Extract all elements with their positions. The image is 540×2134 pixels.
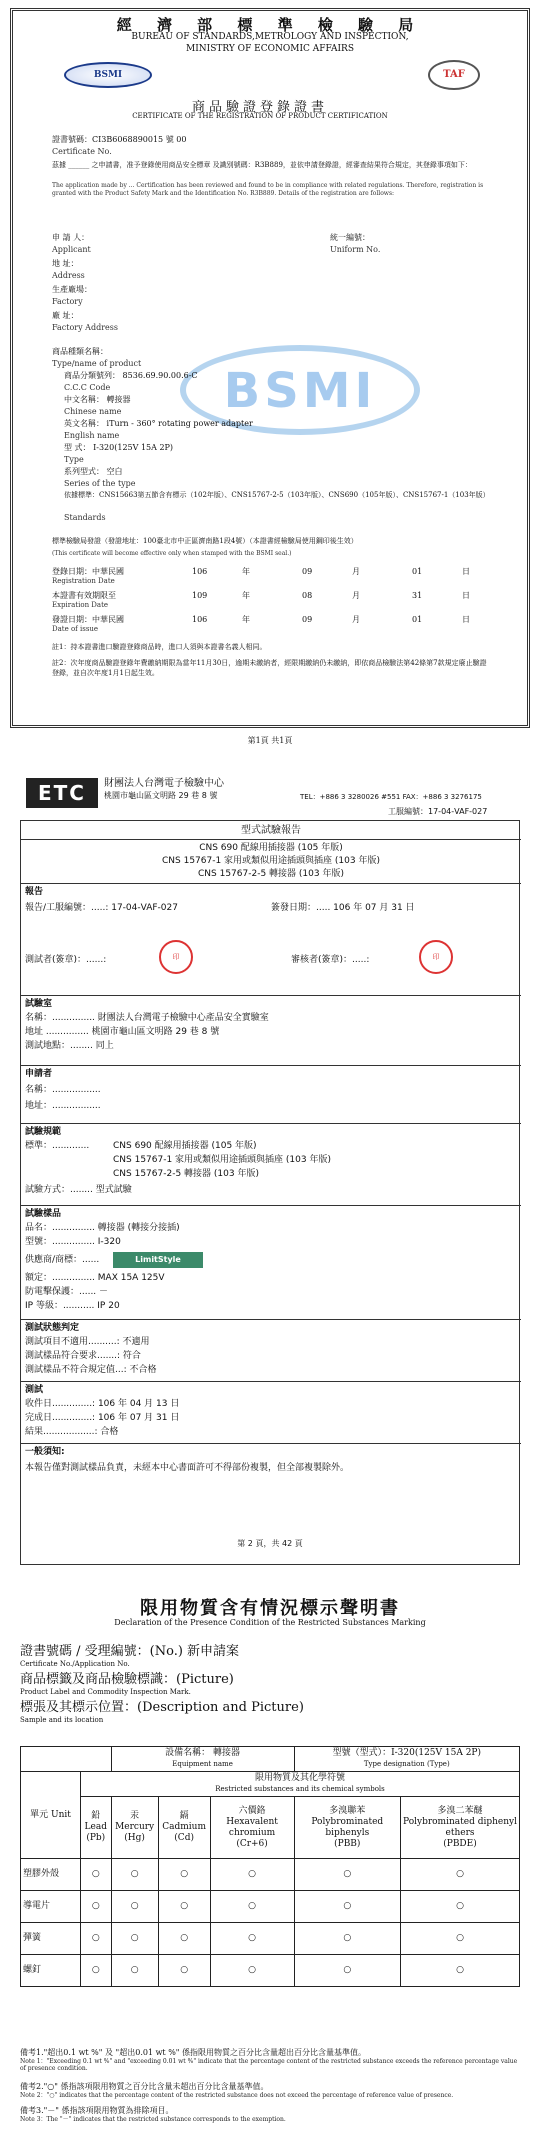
- unit-name: 彈簧: [21, 1923, 81, 1955]
- substance-header: [401, 1797, 520, 1859]
- applicant-address: 地址：.................: [25, 1101, 101, 1111]
- verdict-section: [21, 1319, 521, 1381]
- substance-mark: ○: [210, 1859, 294, 1891]
- position-line: 標張及其標示位置：(Description and Picture): [20, 1700, 304, 1715]
- unit-year: 年: [242, 591, 250, 600]
- factory-address-label-en: Factory Address: [52, 323, 118, 332]
- sign-date: 簽發日期：..... 106 年 07 月 31 日: [271, 903, 415, 913]
- note-2-en: Note 2："○" indicates that the percentage content of the restricted substance does not exceed the percentage of reference value of presence.: [20, 2092, 454, 2099]
- date-day: 01: [412, 567, 423, 576]
- substance-mark: ○: [111, 1923, 158, 1955]
- lab-address: 地址 ............... 桃園市龜山區文明路 29 巷 8 號: [25, 1027, 220, 1037]
- substance-mark: ○: [81, 1923, 112, 1955]
- restricted-header-zh: 限用物質及其化學符號: [254, 1773, 345, 1783]
- substance-mark: ○: [158, 1859, 210, 1891]
- reviewer-signature: 審核者(簽章)：.....:: [291, 955, 370, 965]
- verdict-fail: 測試樣品不符合規定值...: 不合格: [25, 1365, 157, 1375]
- spec-method: 試驗方式：........ 型式試驗: [25, 1185, 132, 1195]
- unit-day: 日: [462, 615, 470, 624]
- series-field-en: Series of the type: [64, 479, 136, 488]
- date-month: 08: [302, 591, 313, 600]
- certificate-title: 商品驗證登錄證書: [191, 100, 328, 115]
- unit-day: 日: [462, 567, 470, 576]
- factory-address-label: 廠 址：: [52, 311, 79, 320]
- note-1-en: Note 1："Exceeding 0.1 wt %" and "exceeding 0.01 wt %" indicate that the percentage content of the restricted substance exceeds the reference percentage value of presence condition.: [20, 2058, 518, 2072]
- label-line: 商品標籤及商品檢驗標識：(Picture): [20, 1672, 234, 1687]
- substance-mark: ○: [81, 1859, 112, 1891]
- substance-mark: ○: [81, 1955, 112, 1987]
- certificate-title-en: CERTIFICATE OF THE REGISTRATION OF PRODUCT CERTIFICATION: [132, 112, 388, 120]
- unit-name: 螺釘: [21, 1955, 81, 1987]
- factory-label-en: Factory: [52, 297, 83, 306]
- standards-field: 依據標準：CNS15663第五節含有標示（102年版）、CNS15767-2-5（103年版）、CNS690（105年版）、CNS15767-1（103年版）: [64, 491, 490, 499]
- equipment-cell: [111, 1747, 294, 1772]
- tester-signature: 測試者(簽章)：......:: [25, 955, 107, 965]
- bsmi-watermark: BSMI: [180, 345, 420, 435]
- spec-section: [21, 1123, 521, 1205]
- uniform-label: 統一編號：: [330, 233, 370, 242]
- report-section: [21, 883, 521, 995]
- chinese-name: 中文名稱： 轉接器: [64, 395, 131, 404]
- substance-header: [111, 1797, 158, 1859]
- position-line-en: Sample and its location: [20, 1716, 104, 1724]
- applicant-statement: 茲據 ______ 之申請書，准予登錄使用商品安全標章 及識別號碼：R3B889，並依申請登錄證，經審查結果符合規定，其登錄事項如下：: [52, 161, 472, 169]
- section-heading: 試驗樣品: [25, 1209, 62, 1219]
- uniform-label-en: Uniform No.: [330, 245, 381, 254]
- lab-name: 名稱：............... 財團法人台灣電子檢驗中心產品安全實驗室: [25, 1013, 269, 1023]
- cert-no: 證書號碼：CI3B6068890015 號 00: [52, 135, 187, 144]
- substance-symbol: (PBB): [334, 1838, 361, 1849]
- note-2: 註2：次年度商品驗證登錄年費繳納期限為當年11月30日，逾期未繳納者，經限期繳納仍未繳納，即依商品檢驗法第42條第7款規定廢止驗證登錄，並自次年度1月1日起生效。: [52, 659, 487, 677]
- sample-name: 品名：............... 轉接器 (轉接分接插): [25, 1223, 180, 1233]
- test-result: 結果..................: 合格: [25, 1427, 119, 1437]
- product-type-label-en: Type/name of product: [52, 359, 142, 368]
- note-3-en: Note 3：The "－" indicates that the restricted substance corresponds to the exemption.: [20, 2116, 286, 2123]
- etc-logo: ETC: [26, 778, 98, 808]
- certificate-header: [25, 16, 515, 55]
- substance-mark: ○: [210, 1955, 294, 1987]
- date-year: 109: [192, 591, 208, 600]
- unit-name: 導電片: [21, 1891, 81, 1923]
- english-name: 英文名稱： iTurn - 360° rotating power adapter: [64, 419, 253, 428]
- substance-mark: ○: [294, 1955, 400, 1987]
- substance-mark: ○: [111, 1891, 158, 1923]
- substance-mark: ○: [294, 1891, 400, 1923]
- substance-symbol: (Cr+6): [236, 1838, 268, 1849]
- note-3-zh: 備考3."－" 係指該項限用物質為排除項目。: [20, 2106, 174, 2115]
- spec-std-label: 標準：.............: [25, 1141, 90, 1151]
- sample-ip-rating: IP 等級：........... IP 20: [25, 1301, 120, 1311]
- org-name: [104, 778, 224, 802]
- cert-no-en: Certificate No.: [52, 147, 112, 156]
- std-line: CNS 690 配線用插接器 (105 年版): [199, 843, 343, 853]
- validity-note-en: (This certificate will become effective only when stamped with the BSMI seal.): [52, 550, 292, 557]
- note-2: [20, 2082, 520, 2099]
- report-box: [20, 820, 520, 1565]
- sample-section: [21, 1205, 521, 1319]
- date-label-en: Registration Date: [52, 577, 115, 585]
- date-month: 09: [302, 567, 313, 576]
- substance-name: 多溴聯苯 Polybrominated biphenyls: [311, 1805, 384, 1838]
- address-label-en: Address: [52, 271, 85, 280]
- date-year: 106: [192, 615, 208, 624]
- unit-year: 年: [242, 615, 250, 624]
- substance-symbol: (Pb): [86, 1833, 106, 1843]
- applicant-section: [21, 1065, 521, 1123]
- general-notes-section: [21, 1443, 521, 1483]
- restricted-header: [81, 1772, 520, 1797]
- substance-mark: ○: [294, 1859, 400, 1891]
- substance-mark: ○: [401, 1923, 520, 1955]
- org-name-zh: 財團法人台灣電子檢驗中心: [104, 778, 224, 789]
- restricted-header-en: Restricted substances and its chemical symbols: [215, 1785, 385, 1793]
- rohs-declaration-page: [0, 1580, 540, 2134]
- report-number: 報告/工服編號：.....: 17-04-VAF-027: [25, 903, 178, 913]
- section-heading: 測試狀態判定: [25, 1323, 80, 1333]
- note-1: 註1：持本證書進口驗證登錄商品時，進口人須與本證書名義人相同。: [52, 643, 267, 651]
- general-note: 本報告僅對測試樣品負責，未經本中心書面許可不得部份複製，但全部複製除外。: [25, 1463, 350, 1473]
- note-1: [20, 2048, 520, 2072]
- substance-header: [158, 1797, 210, 1859]
- unit-day: 日: [462, 591, 470, 600]
- english-name-en: English name: [64, 431, 120, 440]
- lab-site: 測試地點：........ 同上: [25, 1041, 114, 1051]
- section-heading: 試驗規範: [25, 1127, 62, 1137]
- substance-mark: ○: [158, 1891, 210, 1923]
- ministry-name-en: MINISTRY OF ECONOMIC AFFAIRS: [186, 44, 354, 54]
- address-label: 地 址：: [52, 259, 79, 268]
- bureau-name-zh: 經 濟 部 標 準 檢 驗 局: [116, 16, 424, 34]
- bureau-name-en: BUREAU OF STANDARDS,METROLOGY AND INSPECTION,: [131, 32, 409, 42]
- applicant-label-en: Applicant: [52, 245, 91, 254]
- sample-rating: 額定：............... MAX 15A 125V: [25, 1273, 165, 1283]
- unit-name: 塑膠外殼: [21, 1859, 81, 1891]
- table-row: [21, 1891, 520, 1923]
- substance-mark: ○: [210, 1923, 294, 1955]
- ccc-code: 商品分類號列： 8536.69.90.00.6-C: [64, 371, 198, 380]
- std-line: CNS 15767-1 家用或類似用途插頭與插座 (103 年版): [162, 856, 380, 866]
- series-field: 系列型式： 空白: [64, 467, 123, 476]
- cert-number-line: 證書號碼 / 受理編號：(No.) 新申請案: [20, 1644, 240, 1659]
- section-heading: 報告: [25, 887, 44, 897]
- verdict-na: 測試項目不適用..........: 不適用: [25, 1337, 150, 1347]
- declaration-title: 限用物質含有情況標示聲明書: [140, 1598, 400, 1619]
- section-heading: 申請者: [25, 1069, 53, 1079]
- table-row: [21, 1859, 520, 1891]
- substance-mark: ○: [294, 1923, 400, 1955]
- page1-footer: 第1頁 共1頁: [247, 736, 293, 745]
- equipment-name: 設備名稱： 轉接器: [165, 1748, 240, 1758]
- bsmi-logo: BSMI: [64, 62, 152, 88]
- org-address: 桃園市龜山區文明路 29 巷 8 號: [104, 791, 218, 800]
- type-field-en: Type: [64, 455, 84, 464]
- factory-label: 生產廠場：: [52, 285, 92, 294]
- substance-mark: ○: [111, 1859, 158, 1891]
- verdict-pass: 測試樣品符合要求.......: 符合: [25, 1351, 141, 1361]
- date-day: 01: [412, 615, 423, 624]
- type-designation: 型號（型式）：I-320(125V 15A 2P): [332, 1748, 481, 1758]
- applicant-label: 申 請 人：: [52, 233, 90, 242]
- unit-month: 月: [352, 615, 360, 624]
- declaration-title-en: Declaration of the Presence Condition of the Restricted Substances Marking: [114, 1618, 426, 1627]
- substance-mark: ○: [401, 1891, 520, 1923]
- unit-header: 單元 Unit: [21, 1772, 81, 1859]
- substance-name: 鎘Cadmium: [162, 1811, 207, 1832]
- lab-section: [21, 995, 521, 1065]
- unit-month: 月: [352, 567, 360, 576]
- date-label-en: Expiration Date: [52, 601, 109, 609]
- spec-std-line: CNS 15767-1 家用或類似用途插頭與插座 (103 年版): [113, 1155, 331, 1165]
- substance-name: 鉛Lead: [84, 1811, 107, 1832]
- note-2-zh: 備考2."○" 係指該項限用物質之百分比含量未超出百分比含量基準值。: [20, 2082, 269, 2091]
- section-heading: 測試: [25, 1385, 44, 1395]
- applicant-statement-en: The application made by ... Certification has been reviewed and found to be in compliance with related regulations. Therefore, registration is granted with the Product Safety Mark and the Identification No. R3B889. Details of the registration are follows:: [52, 182, 484, 197]
- cert-number-line-en: Certificate No./Application No.: [20, 1660, 130, 1668]
- spec-std-line: CNS 690 配線用插接器 (105 年版): [113, 1141, 257, 1151]
- substance-symbol: (Cd): [174, 1833, 194, 1843]
- received-date: 收件日..............: 106 年 04 月 13 日: [25, 1399, 180, 1409]
- table-row: [21, 1923, 520, 1955]
- substance-name: 多溴二苯醚 Polybrominated diphenyl ethers: [403, 1805, 517, 1838]
- date-label-en: Date of issue: [52, 625, 99, 633]
- taf-logo: TAF: [428, 60, 480, 90]
- spec-std-line: CNS 15767-2-5 轉接器 (103 年版): [113, 1169, 259, 1179]
- unit-year: 年: [242, 567, 250, 576]
- date-label: 登錄日期：中華民國: [52, 567, 124, 576]
- unit-month: 月: [352, 591, 360, 600]
- substance-mark: ○: [158, 1955, 210, 1987]
- org-contact: TEL：+886 3 3280026 #551 FAX：+886 3 3276175: [300, 793, 482, 801]
- ccc-code-en: C.C.C Code: [64, 383, 111, 392]
- brand-logo: LimitStyle: [113, 1252, 203, 1268]
- substance-name: 汞Mercury: [115, 1811, 155, 1832]
- section-heading: 試驗室: [25, 999, 53, 1009]
- sample-shock-protection: 防電擊保護：...... －: [25, 1287, 109, 1297]
- test-section: [21, 1381, 521, 1443]
- table-corner: [21, 1747, 112, 1772]
- chinese-name-en: Chinese name: [64, 407, 122, 416]
- substance-header: [81, 1797, 112, 1859]
- date-year: 106: [192, 567, 208, 576]
- service-number: 工服編號：17-04-VAF-027: [388, 807, 488, 816]
- standards-block: [21, 839, 521, 883]
- table-row: [21, 1955, 520, 1987]
- substance-header: [210, 1797, 294, 1859]
- std-line: CNS 15767-2-5 轉接器 (103 年版): [198, 869, 344, 879]
- test-report-page: [0, 750, 540, 1580]
- substance-header: [294, 1797, 400, 1859]
- date-day: 31: [412, 591, 423, 600]
- page2-footer: 第 2 頁，共 42 頁: [237, 1539, 303, 1548]
- note-1-zh: 備考1."超出0.1 wt %" 及 "超出0.01 wt %" 係指限用物質之百分比含量超出百分比含量基準值。: [20, 2048, 367, 2057]
- equipment-name-en: Equipment name: [172, 1760, 233, 1768]
- reviewer-stamp: 印: [419, 940, 453, 974]
- report-title: 型式試驗報告: [241, 825, 301, 836]
- applicant-name: 名稱：.................: [25, 1085, 101, 1095]
- validity-note: 標準檢驗局發證（發證地址：100臺北市中正區濟南路1段4號）（本證書經檢驗局使用鋼印後生效）: [52, 537, 358, 545]
- substance-symbol: (PBDE): [443, 1838, 477, 1849]
- substance-mark: ○: [401, 1955, 520, 1987]
- substance-symbol: (Hg): [124, 1833, 145, 1843]
- substance-mark: ○: [111, 1955, 158, 1987]
- sample-model: 型號：............... I-320: [25, 1237, 121, 1247]
- substance-mark: ○: [210, 1891, 294, 1923]
- type-cell: [294, 1747, 519, 1772]
- tester-stamp: 印: [159, 940, 193, 974]
- substance-mark: ○: [81, 1891, 112, 1923]
- date-month: 09: [302, 615, 313, 624]
- completed-date: 完成日..............: 106 年 07 月 31 日: [25, 1413, 180, 1423]
- label-line-en: Product Label and Commodity Inspection Mark.: [20, 1688, 191, 1696]
- substance-table: [20, 1746, 520, 1987]
- certificate-page: [0, 0, 540, 750]
- date-label: 本證書有效期限至: [52, 591, 116, 600]
- product-type-label: 商品種類名稱：: [52, 347, 108, 356]
- substance-name: 六價鉻 Hexavalent chromium: [226, 1805, 278, 1838]
- substance-mark: ○: [401, 1859, 520, 1891]
- section-heading: 一般須知:: [25, 1447, 65, 1457]
- type-field: 型 式： I-320(125V 15A 2P): [64, 443, 174, 452]
- standards-field-en: Standards: [64, 513, 106, 522]
- sample-brand: 供應商/商標：......: [25, 1255, 100, 1265]
- note-3: [20, 2106, 520, 2123]
- date-label: 發證日期：中華民國: [52, 615, 124, 624]
- substance-mark: ○: [158, 1923, 210, 1955]
- type-designation-en: Type designation (Type): [363, 1760, 450, 1768]
